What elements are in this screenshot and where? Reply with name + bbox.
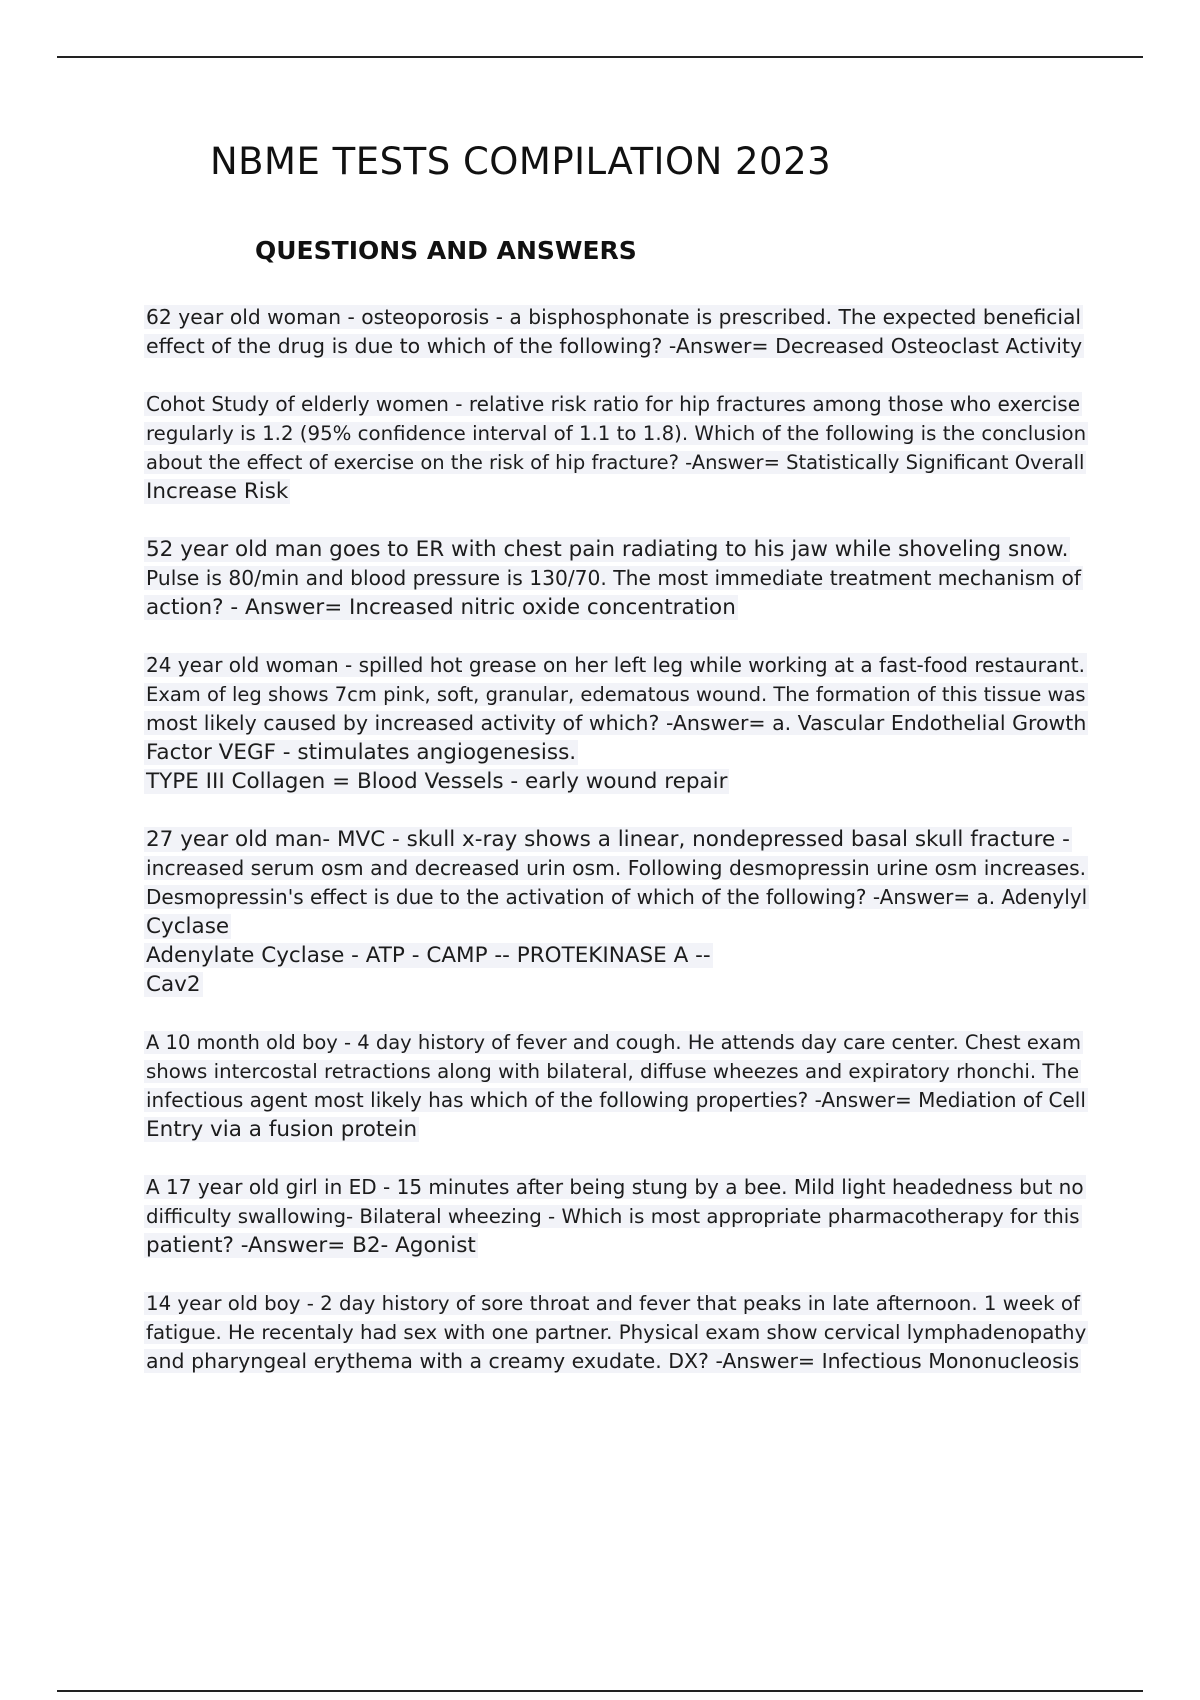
qa-line [144,332,1084,361]
qa-line [144,535,1084,564]
qa-line [144,1086,1084,1115]
qa-line-text: Cohot Study of elderly women - relative risk ratio for hip fractures among those who exercise [146,392,1081,416]
qa-line-text: 27 year old man- MVC - skull x-ray shows a linear, nondepressed basal skull fracture - [146,827,1070,852]
qa-line-text: Adenylate Cyclase - ATP - CAMP -- PROTEKINASE A -- [146,943,711,968]
qa-line-text: increased serum osm and decreased urin osm. Following desmopressin urine osm increases. [146,856,1087,880]
qa-line-text: shows intercostal retractions along with bilateral, diffuse wheezes and expiratory rhonchi. The [146,1060,1080,1083]
document-title: NBME TESTS COMPILATION 2023 [210,140,832,183]
qa-line-text: most likely caused by increased activity of which? -Answer= a. Vascular Endothelial Growth [146,711,1087,735]
qa-item [144,825,1088,999]
qa-line-text: fatigue. He recentaly had sex with one partner. Physical exam show cervical lymphadenopathy [146,1321,1087,1344]
qa-line [144,651,1084,680]
qa-line-text: 14 year old boy - 2 day history of sore throat and fever that peaks in late afternoon. 1 week of [146,1292,1080,1315]
qa-line-text: Desmopressin's effect is due to the activation of which of the following? -Answer= a. Adenylyl [146,885,1088,909]
qa-line [144,912,1084,941]
qa-line [144,738,1084,767]
qa-line [144,1173,1084,1202]
qa-line [144,1347,1084,1376]
qa-line-text: about the effect of exercise on the risk of hip fracture? -Answer= Statistically Significant Overall [146,451,1085,474]
qa-line-text: A 10 month old boy - 4 day history of fever and cough. He attends day care center. Chest exam [146,1031,1081,1054]
qa-item [144,651,1087,796]
qa-line [144,1202,1084,1231]
qa-line-text: regularly is 1.2 (95% confidence interval of 1.1 to 1.8). Which of the following is the conclusion [146,422,1087,445]
qa-item [144,303,1084,361]
qa-line [144,883,1088,912]
qa-line-text: effect of the drug is due to which of the following? -Answer= Decreased Osteoclast Activity [146,334,1083,358]
qa-list [144,303,1088,1405]
qa-line [144,709,1087,738]
qa-line [144,941,1084,970]
qa-item [144,535,1084,622]
qa-line [144,1028,1084,1057]
qa-line-text: Cyclase [146,914,230,939]
qa-line-text: Increase Risk [146,479,289,504]
qa-item [144,390,1087,506]
qa-line-text: difficulty swallowing- Bilateral wheezing - Which is most appropriate pharmacotherapy for this [146,1205,1080,1228]
qa-line-text: Entry via a fusion protein [146,1117,418,1142]
qa-line-text: 62 year old woman - osteoporosis - a bisphosphonate is prescribed. The expected beneficial [146,305,1081,329]
bottom-divider [57,1690,1143,1692]
qa-line [144,1231,1084,1260]
qa-line [144,593,1084,622]
qa-line-text: action? - Answer= Increased nitric oxide concentration [146,595,736,620]
qa-line-text: Exam of leg shows 7cm pink, soft, granular, edematous wound. The formation of this tissue was [146,683,1086,706]
qa-line-text: patient? -Answer= B2- Agonist [146,1233,476,1258]
qa-line [144,1318,1087,1347]
document-subtitle: QUESTIONS AND ANSWERS [255,236,637,265]
qa-line [144,477,1084,506]
qa-line [144,303,1084,332]
qa-line-text: and pharyngeal erythema with a creamy exudate. DX? -Answer= Infectious Mononucleosis [146,1349,1080,1373]
qa-item [144,1028,1084,1144]
qa-line [144,1115,1084,1144]
qa-line-text: 24 year old woman - spilled hot grease on her left leg while working at a fast-food restaurant. [146,653,1085,677]
qa-line-text: TYPE III Collagen = Blood Vessels - early wound repair [146,769,728,794]
qa-line [144,419,1087,448]
qa-line-text: 52 year old man goes to ER with chest pain radiating to his jaw while shoveling snow. [146,537,1069,562]
qa-line [144,825,1084,854]
qa-line [144,680,1084,709]
qa-line-text: Pulse is 80/min and blood pressure is 130/70. The most immediate treatment mechanism of [146,566,1081,590]
qa-line [144,448,1084,477]
qa-line [144,970,1084,999]
qa-line-text: A 17 year old girl in ED - 15 minutes after being stung by a bee. Mild light headedness but no [146,1175,1084,1199]
qa-item [144,1289,1087,1376]
qa-line [144,1057,1084,1086]
qa-line-text: infectious agent most likely has which of the following properties? -Answer= Mediation of Cell [146,1088,1086,1112]
qa-line [144,564,1084,593]
qa-line [144,854,1087,883]
qa-line [144,767,1084,796]
qa-line-text: Factor VEGF - stimulates angiogenesiss. [146,740,577,765]
qa-item [144,1173,1084,1260]
qa-line-text: Cav2 [146,972,201,997]
qa-line [144,390,1084,419]
qa-line [144,1289,1084,1318]
top-divider [57,56,1143,58]
